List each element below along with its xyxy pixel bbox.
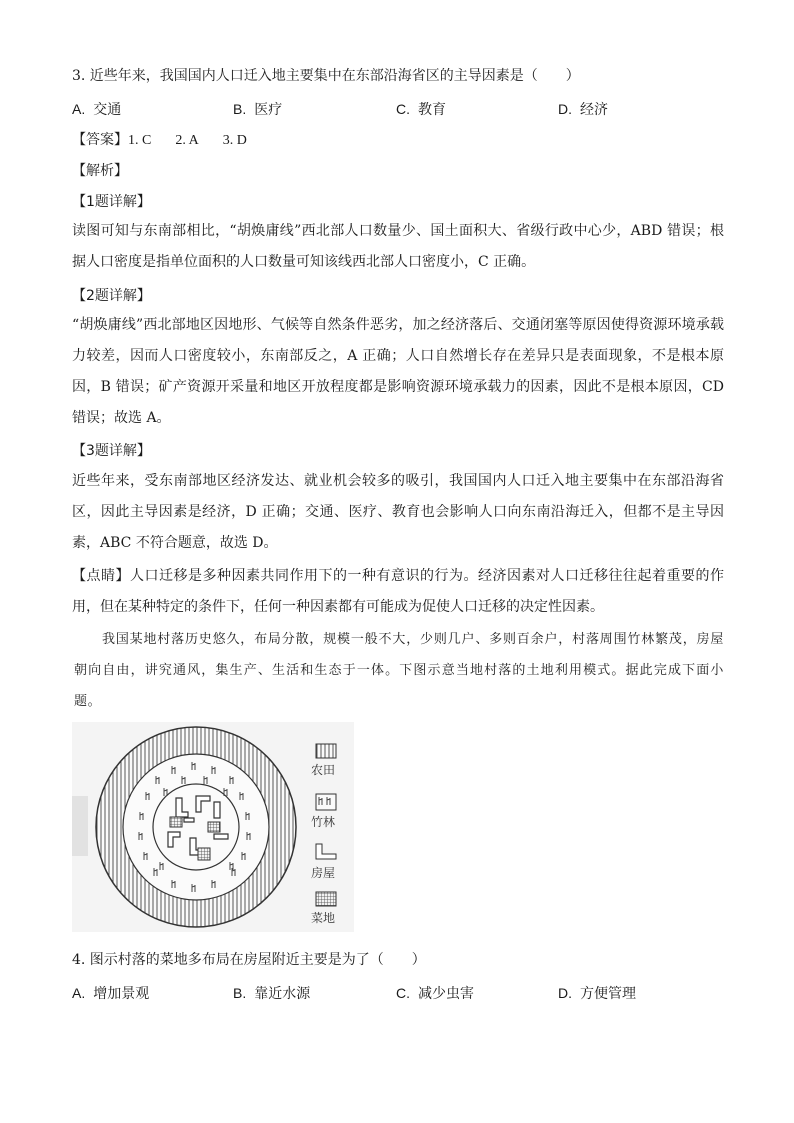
legend-label-bamboo: 竹林	[311, 815, 336, 829]
q4-option-b[interactable]: B. 靠近水源	[233, 985, 311, 1002]
farmland-pattern-icon	[316, 744, 336, 758]
q3-option-d[interactable]: D. 经济	[558, 101, 608, 118]
village-land-use-diagram	[72, 722, 354, 932]
q4-option-d[interactable]: D. 方便管理	[558, 985, 636, 1002]
question-4-stem: 4. 图示村落的菜地多布局在房屋附近主要是为了（ ）	[72, 952, 426, 968]
analysis-heading: 【解析】	[72, 163, 128, 179]
answer-3: 3. D	[222, 133, 247, 148]
answer-line	[72, 130, 247, 151]
legend-label-farmland: 农田	[311, 763, 336, 777]
q3-option-a[interactable]: A. 交通	[72, 101, 122, 118]
village-land-use-figure	[72, 722, 354, 932]
answer-tag: 【答案】	[72, 132, 128, 148]
detail-3-text: 近些年来，受东南部地区经济发达、就业机会较多的吸引，我国国内人口迁入地主要集中在东部沿海省区，因此主导因素是经济，D 正确；交通、医疗、教育也会影响人口向东南沿海迁入，但都不是主导因素，ABC 不符合题意，故选 D。	[72, 473, 724, 551]
vegetable-plot-icon	[316, 892, 336, 906]
legend-label-house: 房屋	[311, 866, 336, 880]
q4-option-a[interactable]: A. 增加景观	[72, 985, 150, 1002]
q3-option-c[interactable]: C. 教育	[396, 101, 446, 118]
detail-1-text: 读图可知与东南部相比，“胡焕庸线”西北部人口数量少、国土面积大、省级行政中心少，ABD 错误；根据人口密度是指单位面积的人口数量可知该线西北部人口密度小，C 正确。	[72, 223, 724, 270]
question-3-stem: 3. 近些年来，我国国内人口迁入地主要集中在东部沿海省区的主导因素是（ ）	[72, 68, 580, 84]
detail-2-heading: 【2题详解】	[72, 288, 151, 304]
detail-2-text: “胡焕庸线”西北部地区因地形、气候等自然条件恶劣，加之经济落后、交通闭塞等原因使得资源环境承载力较差，因而人口密度较小，东南部反之，A 正确；人口自然增长存在差异只是表面现象，不是根本原因，B 错误；矿产资源开采量和地区开放程度都是影响资源环境承载力的因素，因此不是根本原因，CD 错误；故选 A。	[72, 317, 724, 426]
key-point-tag: 【点睛】	[72, 568, 130, 584]
answer-2: 2. A	[175, 133, 199, 148]
answer-1: 1. C	[128, 133, 152, 148]
key-point-text: 【点睛】人口迁移是多种因素共同作用下的一种有意识的行为。经济因素对人口迁移往往起着重要的作用，但在某种特定的条件下，任何一种因素都有可能成为促使人口迁移的决定性因素。	[72, 568, 724, 615]
legend-label-vegetable: 菜地	[311, 911, 336, 925]
detail-3-heading: 【3题详解】	[72, 443, 151, 459]
q4-option-c[interactable]: C. 减少虫害	[396, 985, 474, 1002]
bamboo-ring	[123, 754, 269, 900]
material-text: 我国某地村落历史悠久，布局分散，规模一般不大，少则几户、多则百余户，村落周围竹林繁茂，房屋朝向自由，讲究通风，集生产、生活和生态于一体。下图示意当地村落的土地利用模式。据此完成下面小题。	[74, 632, 724, 709]
q3-option-b[interactable]: B. 医疗	[233, 101, 283, 118]
detail-1-heading: 【1题详解】	[72, 194, 151, 210]
